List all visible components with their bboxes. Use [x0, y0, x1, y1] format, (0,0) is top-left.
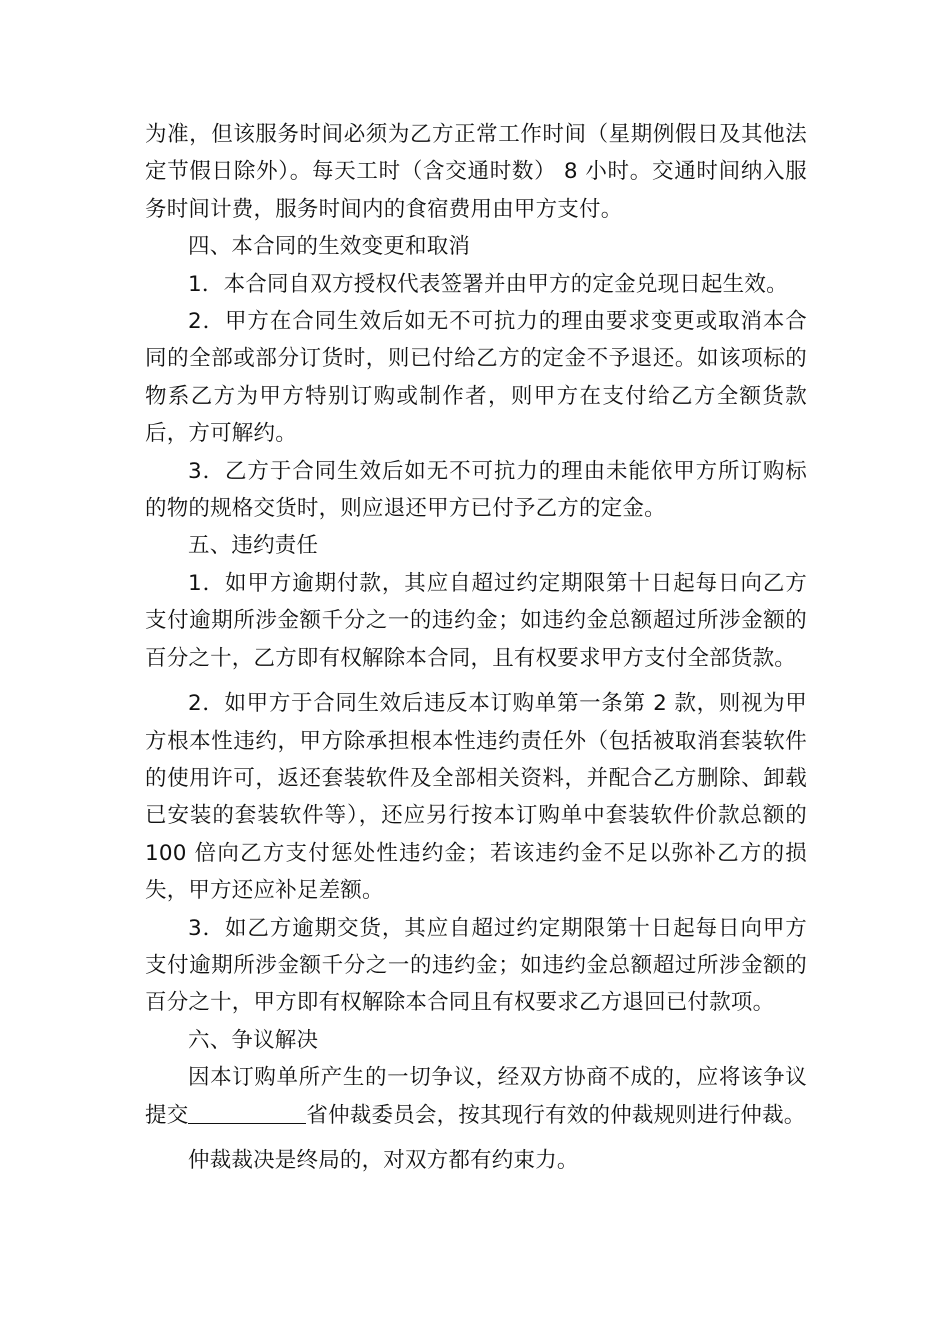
clause-5-2: 2．如甲方于合同生效后违反本订购单第一条第 2 款，则视为甲方根本性违约，甲方除承担根本性违约责任外（包括被取消套装软件的使用许可，返还套装软件及全部相关资料，并配合乙方删除、卸载已安装的套装软件等），还应另行按本订购单中套装软件价款总额的 100 倍向乙方支付惩处性违约金；若该违约金不足以弥补乙方的损失，甲方还应补足差额。: [145, 691, 807, 904]
clause-6-1-text-before: 因本订购单所产生的一切争议，经双方协商不成的，应将该争议提交: [145, 1065, 807, 1128]
document-body: [145, 116, 807, 1179]
clause-6-1: [145, 1059, 807, 1134]
clause-5-3: 3．如乙方逾期交货，其应自超过约定期限第十日起每日向甲方支付逾期所涉金额千分之一的违约金；如违约金总额超过所涉金额的百分之十，甲方即有权解除本合同且有权要求乙方退回已付款项。: [145, 915, 807, 1016]
spacer: [145, 1134, 807, 1142]
fill-in-blank-province: [188, 1101, 306, 1124]
clause-4-1: 1．本合同自双方授权代表签署并由甲方的定金兑现日起生效。: [188, 271, 788, 297]
clause-4-3: 3．乙方于合同生效后如无不可抗力的理由未能依甲方所订购标的物的规格交货时，则应退还甲方已付予乙方的定金。: [145, 458, 807, 522]
section-heading-5: 五、违约责任: [188, 533, 319, 559]
clause-4-2: 2．甲方在合同生效后如无不可抗力的理由要求变更或取消本合同的全部或部分订货时，则已付给乙方的定金不予退还。如该项标的物系乙方为甲方特别订购或制作者，则甲方在支付给乙方全额货款后，方可解约。: [145, 309, 807, 447]
clause-6-2: 仲裁裁决是终局的，对双方都有约束力。: [188, 1147, 579, 1173]
clause-6-1-text-after: 省仲裁委员会，按其现行有效的仲裁规则进行仲裁。: [306, 1102, 806, 1128]
section-heading-6: 六、争议解决: [188, 1027, 319, 1053]
spacer: [145, 677, 807, 685]
clause-5-1: 1．如甲方逾期付款，其应自超过约定期限第十日起每日向乙方支付逾期所涉金额千分之一的违约金；如违约金总额超过所涉金额的百分之十，乙方即有权解除本合同，且有权要求甲方支付全部货款。: [145, 570, 807, 671]
paragraph-service-time: 为准，但该服务时间必须为乙方正常工作时间（星期例假日及其他法定节假日除外）。每天工时（含交通时数） 8 小时。交通时间纳入服务时间计费，服务时间内的食宿费用由甲方支付。: [145, 122, 807, 222]
section-heading-4: 四、本合同的生效变更和取消: [188, 234, 471, 260]
